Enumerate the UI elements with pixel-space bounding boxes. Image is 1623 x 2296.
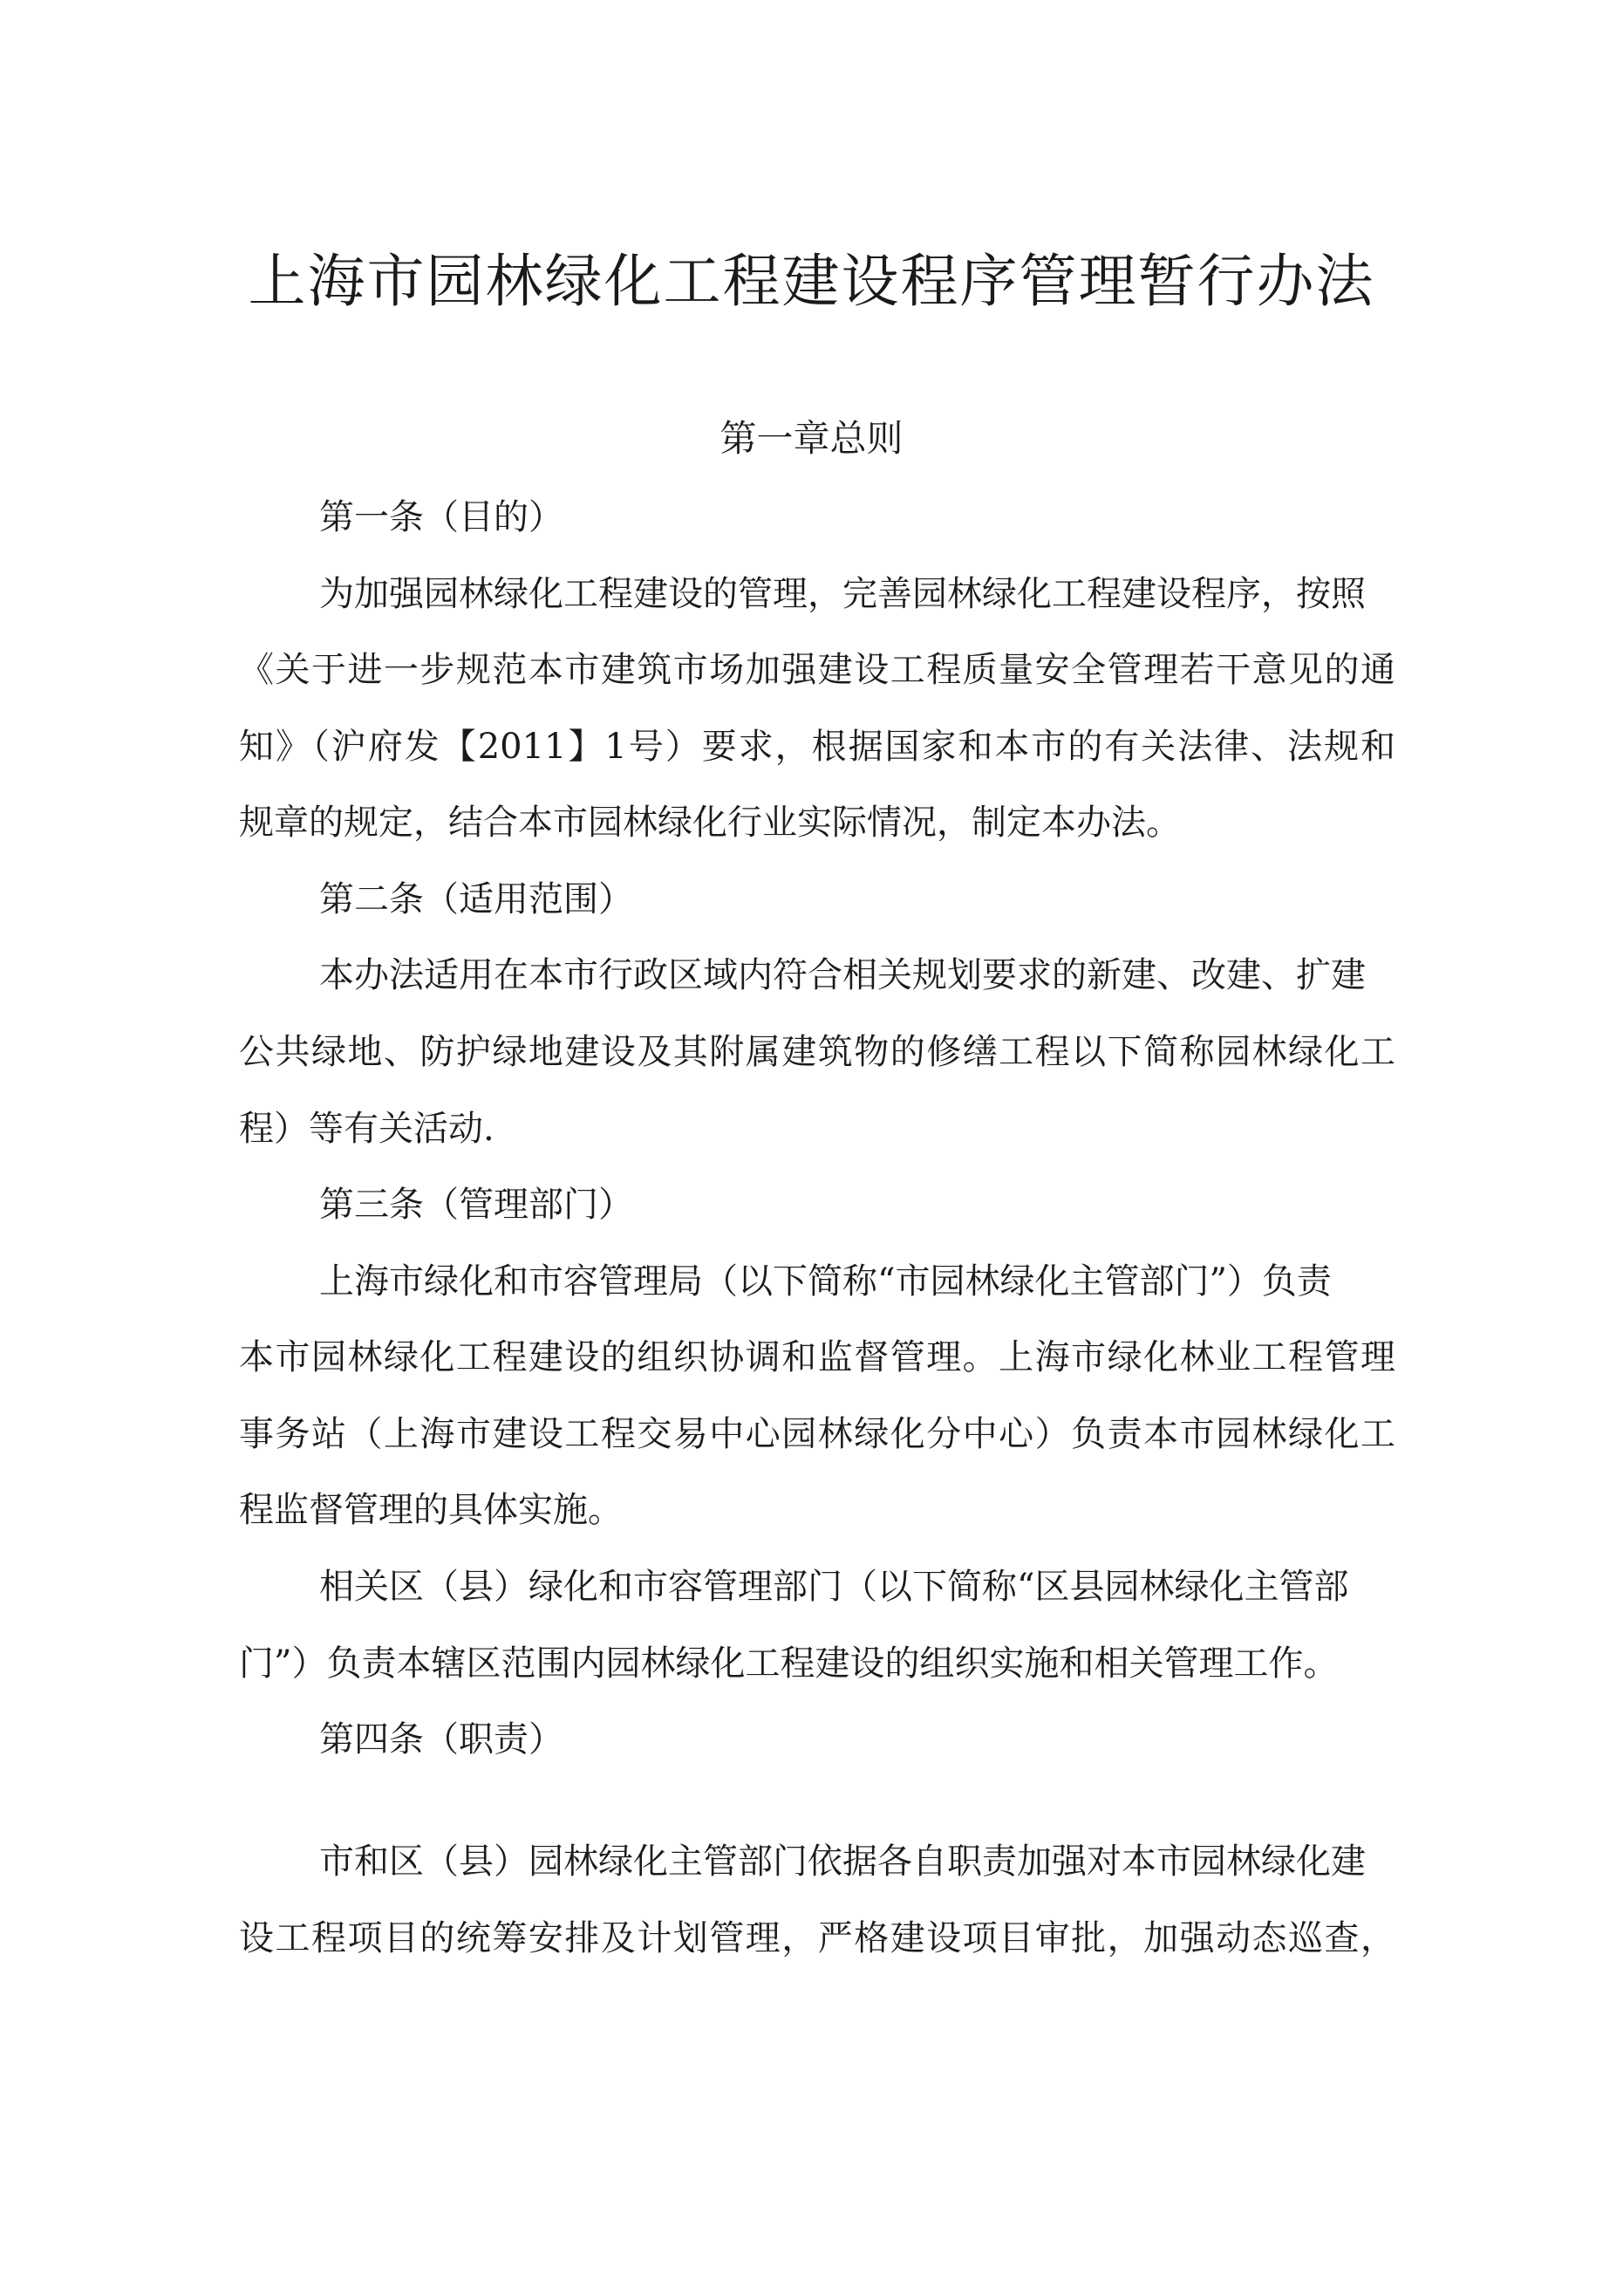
article-3-text-line: 上海市绿化和市容管理局（以下简称“市园林绿化主管部门”）负责 [319, 1261, 1332, 1302]
article-1-text-line: 为加强园林绿化工程建设的管理，完善园林绿化工程建设程序，按照 [319, 574, 1366, 614]
article-1-text-line: 知》（沪府发【2011】1号）要求，根据国家和本市的有关法律、法规和 [239, 727, 1395, 767]
article-3-text-line: 程监督管理的具体实施。 [239, 1490, 623, 1530]
article-4-text-line: 设工程项目的统筹安排及计划管理，严格建设项目审批，加强动态巡查， [239, 1918, 1395, 1958]
article-3-text-line: 门”）负责本辖区范围内园林绿化工程建设的组织实施和相关管理工作。 [239, 1643, 1339, 1684]
article-1-heading: 第一条（目的） [319, 497, 563, 537]
chapter-heading: 第一章总则 [719, 417, 904, 460]
article-1-text-line: 《关于进一步规范本市建筑市场加强建设工程质量安全管理若干意见的通 [239, 650, 1395, 690]
document-title: 上海市园林绿化工程建设程序管理暂行办法 [248, 248, 1375, 315]
article-1-text-line: 规章的规定，结合本市园林绿化行业实际情况，制定本办法。 [239, 803, 1181, 843]
article-3-text-line: 相关区（县）绿化和市容管理部门（以下简称“区县园林绿化主管部 [319, 1567, 1349, 1607]
article-2-text-line: 本办法适用在本市行政区域内符合相关规划要求的新建、改建、扩建 [319, 955, 1366, 995]
article-4-text-line: 市和区（县）园林绿化主管部门依据各自职责加强对本市园林绿化建 [319, 1842, 1366, 1882]
article-4-heading: 第四条（职责） [319, 1719, 563, 1760]
article-3-text-line: 本市园林绿化工程建设的组织协调和监督管理。上海市绿化林业工程管理 [239, 1337, 1395, 1377]
article-3-heading: 第三条（管理部门） [319, 1185, 633, 1225]
article-3-text-line: 事务站（上海市建设工程交易中心园林绿化分中心）负责本市园林绿化工 [239, 1414, 1395, 1454]
article-2-text-line: 程）等有关活动. [239, 1109, 494, 1149]
article-2-heading: 第二条（适用范围） [319, 879, 633, 919]
article-2-text-line: 公共绿地、防护绿地建设及其附属建筑物的修缮工程以下简称园林绿化工 [239, 1032, 1395, 1072]
